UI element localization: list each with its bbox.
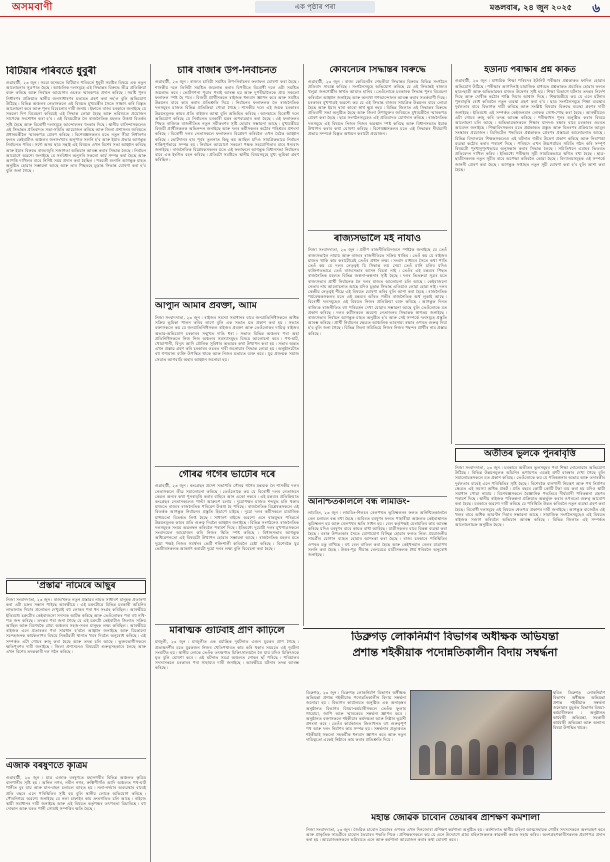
article-pwd-headline (306, 631, 604, 687)
article-pwd-body (306, 690, 406, 828)
section-separator (303, 628, 605, 629)
article-headline: কেবিনেটৰ সিদ্ধান্তৰ বিৰুদ্ধে (329, 66, 426, 75)
article-headline: অতীতৰ ভুলকে পুনৰাবৃত্তি (455, 448, 605, 462)
article-majuli (155, 626, 299, 858)
article-prostawa (6, 580, 146, 754)
article-body: ডিব্ৰুগড়, ২৩ জুন ৷ ডিব্ৰুগড় লোকনিৰ্মাণ বিভাগৰ অধীক্ষক অভিযন্তা প্ৰশান্ত শইকীয়াক পদোন্নতিকালীন বিদায় সম্বৰ্দ্ধনা জনোৱা হয় ৷ বিভাগৰ কাৰ্যালয়ত অনুষ্ঠিত এক অনাড়ম্বৰ অনুষ্ঠানত বিভাগৰ বিষয়া-কৰ্মচাৰীসকলে তেওঁক ফুলাম গামোচা, জাপি আৰু স্মাৰকেৰে সম্বৰ্দ্ধনা জ্ঞাপন কৰে ৷ অনুষ্ঠানত বক্তাসকলে শইকীয়াৰ কৰ্মদক্ষতা আৰু নিষ্ঠাৰ ভূয়সী প্ৰশংসা কৰে ৷ তেওঁৰ কাৰ্যকালত জিলাখনত বহু গুৰুত্বপূৰ্ণ পথ আৰু দলং নিৰ্মাণৰ কাম সম্পন্ন হয় ৷ সম্বৰ্দ্ধনাৰ প্ৰত্যুত্তৰত শইকীয়াই সকলো সহকৰ্মীক ধন্যবাদ জ্ঞাপন কৰে আৰু নতুন দায়িত্বতো একেই নিষ্ঠাৰে কাম কৰাৰ প্ৰতিশ্ৰুতি দিয়ে ৷ (306, 690, 406, 742)
article-body: মাজুলী, ২৩ জুন ৷ মাজুলীত এক মৰ্মান্তিক দুৰ্ঘটনাত এজন যুৱকৰ প্ৰাণ গৈছে ৷ প্ৰত্যক্ষদৰ্শীৰ মতে যুৱকজন নিজৰ খেতিপথাৰত কাম কৰি থকাৰ সময়তে এই দুৰ্ঘটনা সংঘটিত হয় ৷ স্থানীয় লোকে তেওঁক তৎক্ষণাত চিকিৎসালয়লৈ লৈ যায় যদিও চিকিৎসকে মৃত বুলি ঘোষণা কৰে ৷ এই ঘটনাত সমগ্ৰ অঞ্চলত শোকৰ ছাঁ পৰিছে ৷ পৰিয়ালৰ সদস্যসকলে চৰকাৰৰ পৰা সাহায্যৰ দাবী জনাইছে ৷ আৰক্ষীয়ে ঘটনাৰ তদন্ত আৰম্ভ কৰিছে ৷ (155, 639, 299, 671)
article-body: গুৱাহাটী, ২৩ জুন ৷ কংগ্ৰেছৰ প্ৰদেশ সভাপতি গৌৰৱ গগৈৰ মন্তব্যক লৈ শাসকীয় দলৰ নেতাসকলে তীব্ৰ সমালোচনা কৰিছে ৷ তেওঁলোকে কয় যে বিৰোধী দলৰ নেতাজনে কেৱল অন্যৰ কথা পুনৰাবৃত্তি কৰাৰ বাহিৰে আন একো নকৰে ৷ এই মন্তব্যৰ প্ৰতিক্ৰিয়াত কংগ্ৰেছৰ নেতাসকলেও পাল্টা আক্ৰমণ চলায় ৷ দুয়োপক্ষৰ মাজত শব্দযুদ্ধ চলি থকাৰ মাজতে ৰাজ্যৰ ৰাজনৈতিক পৰিৱেশ উত্তপ্ত হৈ পৰিছে ৷ ৰাজনৈতিক বিশ্লেষকসকলে এই বিতৰ্কক আগন্তুক নিৰ্বাচনৰ প্ৰস্তুতি হিচাপে চাইছে ৷ দুয়ো দলৰ কৰ্মীসকলে চামাজিক মাধ্যমতো বিতৰ্কত লিপ্ত হৈছে ৷ সাধাৰণ ৰাইজে অৱশ্যে এনে বাকযুদ্ধৰ পৰিৱৰ্তে উন্নয়নমূলক কামৰ প্ৰতি গুৰুত্ব দিবলৈ আহ্বান জনাইছে ৷ বিভিন্ন সংগঠনেও ৰাজনৈতিক দলসমূহক সংযম অৱলম্বন কৰিবলৈ পৰামৰ্শ দিছে ৷ ইতিমধ্যে দুয়োটা দলৰ মুখপাত্ৰসকলে সংবাদমেল আয়োজন কৰি নিজৰ স্থিতি স্পষ্ট কৰিছে ৷ বিধানসভাৰ আগন্তুক অধিৱেশনতো এই বিষয়টো উত্থাপন হোৱাৰ সম্ভাৱনা আছে ৷ ৰাজনৈতিক মহলৰ মতে দুয়ো পক্ষই নিজৰ সমৰ্থনৰ ভেটি শক্তিশালী কৰিবলৈ চেষ্টা কৰিছে ৷ বিশেষকৈ যুৱ ভোটাৰসকলক আকৰ্ষণ কৰাটো দুয়ো দলৰ লক্ষ্য বুলি বিবেচনা কৰা হৈছে ৷ (155, 483, 299, 551)
article-headline: মাৰাত্মক গুটিবাই প্ৰাণ কাঢ়িলে (169, 626, 285, 636)
article-gourav (155, 470, 299, 620)
article-separator (308, 496, 447, 497)
issue-date: মঙলবাৰ, ২৪ জুন ২০২৫ (489, 2, 572, 12)
article-body: গুৱাহাটী, ২৩ জুন ৷ ৰাজ্য কেবিনেটৰ শেহতীয়া সিদ্ধান্তৰ বিৰুদ্ধে বিভিন্ন সংগঠনে প্ৰতিবাদ সাব্যস্ত কৰিছে ৷ সংগঠনসমূহে অভিযোগ কৰিছে যে এই সিদ্ধান্তই ৰাজ্যৰ থলুৱা জনগোষ্ঠীৰ স্বাৰ্থত আঘাত হানিব ৷ তেওঁলোকে চৰকাৰক সিদ্ধান্ত পুনৰ বিবেচনা কৰিবলৈ আহ্বান জনাইছে আৰু অন্যথা গণআন্দোলন আৰম্ভ কৰাৰ সতৰ্কবাণী দিছে ৷ চৰকাৰৰ মুখপাত্ৰই অৱশ্যে কয় যে এই সিদ্ধান্ত ৰাজ্যৰ সামগ্ৰিক উন্নয়নৰ বাবে লোৱা হৈছে আৰু ইয়াৰ দ্বাৰা কাৰো স্বাৰ্থ ক্ষুণ্ণ নহয় ৷ বিভিন্ন জিলাত এই সিদ্ধান্তৰ বিৰুদ্ধে প্ৰতিবাদী সভা অনুষ্ঠিত হৈছে আৰু জিলা উপায়ুক্তৰ জৰিয়তে মুখ্যমন্ত্ৰীলৈ স্মাৰকপত্ৰ প্ৰেৰণ কৰা হৈছে ৷ ছাত্ৰ সংগঠনসমূহেও এই প্ৰতিবাদত যোগদান কৰিছে ৷ ৰাজনৈতিক দলসমূহে এই বিষয়ত নিজৰ নিজৰ অৱস্থান স্পষ্ট কৰিছে আৰু বিধানসভাত ইয়াক উত্থাপন কৰাৰ কথা ঘোষণা কৰিছে ৷ বিশেষজ্ঞসকলৰ মতে এই সিদ্ধান্তৰ দীৰ্ঘম্যাদী প্ৰভাৱ সম্পৰ্কে বিস্তৃত অধ্যয়ন কৰাটো প্ৰয়োজন ৷ (308, 78, 447, 136)
article-headline: ইউনিট পৰীক্ষাৰ প্ৰশ্ন কাকত (484, 66, 576, 75)
article-body: গুৱাহাটী, ২৩ জুন ৷ মাত্ৰ এজাক বৰষুণতে মহানগৰীৰ বিভিন্ন অঞ্চলত কৃত্ৰিম বানপানীৰ সৃষ্টি হয় ৷ অনিল নগৰ, নবীন নগৰ, ৰুক্মিণীগাঁও আদি অঞ্চলত পথ-ঘাট পানীত বুৰ যায় আৰু যান-বাহন চলাচল ব্যাহত হয় ৷ নলা-নৰ্দমাৰ অব্যৱস্থাৰ বাবেই প্ৰতি বছৰে এনে পৰিস্থিতিৰ সৃষ্টি হয় বুলি স্থানীয় লোকে অভিযোগ কৰিছে ৷ পৌৰনিগমে অৱশ্যে জনাইছে যে নলা চাফাইৰ কাম দ্ৰুতগতিত চলি আছে ৷ ৰাইজে স্থায়ী সমাধানৰ দাবী জনাইছে আৰু এই বিষয়ত কৰ্তৃপক্ষৰ তৎপৰতা বিচাৰিছে ৷ বহু দোকান আৰু ঘৰত পানী সোমাই সম্পত্তিৰ ক্ষতি হৈছে ৷ (6, 774, 146, 812)
article-cabinet (308, 66, 447, 226)
article-headline: গৌৰৱ গগৈৰ ভাটৌৰ দৰে (178, 470, 276, 480)
article-bypoll (155, 66, 299, 294)
article-headline: আপুনি আমাৰ প্ৰবক্তা, আমি (155, 302, 257, 311)
article-body: নিজা সংবাদদাতা, ২৩ জুন ৷ চৰকাৰে অতীতৰ ভুলসমূহৰ পৰা শিক্ষা নোলোৱাৰ অভিযোগ উঠিছে ৷ বিভিন্ন উন্নয়নমূলক আঁচনিৰ ৰূপায়ণত একেই ত্ৰুটি বাৰম্বাৰ দেখা গৈছে বুলি সমালোচকসকলে মত প্ৰকাশ কৰিছে ৷ তেওঁলোকে কয় যে পৰিকল্পনাৰ অভাৱ আৰু তদাৰকীৰ দুৰ্বলতাৰ বাবেই এনে পৰিস্থিতিৰ সৃষ্টি হৈছে ৷ বিশেষকৈ বানপানী নিয়ন্ত্ৰণ আৰু পথ নিৰ্মাণৰ ক্ষেত্ৰত এই সমস্যা অধিক প্ৰকট ৷ প্ৰতি বছৰে কোটি কোটি টকা ব্যয় কৰা হয় যদিও স্থায়ী সমাধান পোৱা নাযায় ৷ বিশেষজ্ঞসকলে বৈজ্ঞানিক পদ্ধতিৰে দীৰ্ঘম্যাদী পৰিকল্পনা গ্ৰহণৰ পৰামৰ্শ দিছে ৷ স্থানীয় ৰাইজক পৰিকল্পনা প্ৰক্ৰিয়াত অন্তৰ্ভুক্ত কৰাৰ ওপৰতো গুৰুত্ব আৰোপ কৰা হৈছে ৷ চৰকাৰে অৱশ্যে দাবী কৰিছে যে পৰিস্থিতি উন্নত কৰিবলৈ নতুন ব্যৱস্থা গ্ৰহণ কৰা হৈছে ৷ বিৰোধী দলসমূহে এই বিষয়ত শ্বেতপত্ৰ প্ৰকাশৰ দাবী জনাইছে ৷ আগন্তুক বাজেটত এই খণ্ডৰ বাবে অধিক আৱণ্টন দিয়াৰ সম্ভাৱনা আছে ৷ সামাজিক সংগঠনসমূহেও এই বিষয়ত ৰাইজক সজাগ কৰিবলৈ অভিযান আৰম্ভ কৰিছে ৷ বিভিন্ন জিলাত এই সম্পৰ্কত আলোচনাচক্ৰ অনুষ্ঠিত হৈছে ৷ (455, 464, 605, 528)
article-body: নিজা সংবাদদাতা, ২৩ জুন ৷ প্ৰবীণ ৰাজনীতিবিদজনে স্পষ্টকৈ জনাইছে যে তেওঁ ৰাজ্যসভালৈ নাযায় আৰু ৰাজ্যৰ ৰাজনীতিতে সক্ৰিয় থাকিব ৷ তেওঁ কয় যে ৰাইজৰ মাজত থাকি কাম কৰাটোৱেই তেওঁৰ প্ৰধান লক্ষ্য ৷ সংবাদ মাধ্যমৰ সৈতে কথা পাতি তেওঁ কয় যে দলৰ নেতৃত্বই যি সিদ্ধান্ত লয় সেয়া তেওঁ মানি চলিব যদিও ব্যক্তিগতভাৱে তেওঁ ৰাজ্যসভাৰ আসন বিচৰা নাই ৷ তেওঁৰ এই মন্তব্যৰ পিছত ৰাজনৈতিক মহলত বিভিন্ন জল্পনা-কল্পনাৰ সৃষ্টি হৈছে ৷ দলৰ ভিতৰুৱা সূত্ৰৰ মতে ৰাজ্যসভাৰ প্ৰাৰ্থী নিৰ্বাচনক লৈ দলৰ মাজত আলোচনা চলি আছে ৷ কেইবাজনো নেতাৰ নাম আলোচনাত আছে যদিও চূড়ান্ত সিদ্ধান্ত এতিয়াও লোৱা হোৱা নাই ৷ দলৰ কেন্দ্ৰীয় নেতৃত্বই শীঘ্ৰে এই বিষয়ত ঘোষণা কৰিব বুলি আশা কৰা হৈছে ৷ ৰাজনৈতিক পৰ্যবেক্ষকসকলৰ মতে এই মন্তব্যৰ আঁৰত গভীৰ ৰাজনৈতিক অৰ্থ লুকাই আছে ৷ বিৰোধী দলসমূহেও এই বিষয়ত নিজৰ প্ৰতিক্ৰিয়া ব্যক্ত কৰিছে ৷ আগন্তুক দিনত ৰাজ্যিক ৰাজনীতিত বহু পৰিৱৰ্তন দেখা যোৱাৰ সম্ভাৱনা আছে বুলি তেওঁলোকে মত প্ৰকাশ কৰিছে ৷ দলৰ কৰ্মীসকলে অৱশ্যে নেতাজনৰ সিদ্ধান্তক স্বাগতম জনাইছে ৷ ৰাজ্যসভাৰ নিৰ্বাচন আগন্তুক মাহত অনুষ্ঠিত হ'ব আৰু সেই সম্পৰ্কে দলসমূহে প্ৰস্তুতি আৰম্ভ কৰিছে ৷ প্ৰাৰ্থী নিৰ্বাচনৰ ক্ষেত্ৰত আঞ্চলিক ভাৰসাম্য ৰক্ষাৰ ওপৰত গুৰুত্ব দিয়া হ'ব বুলি জনা গৈছে ৷ বিভিন্ন জিলা সমিতিয়ে নিজৰ নিজৰ পছন্দৰ প্ৰাৰ্থীৰ নাম প্ৰস্তাৱ কৰিছে ৷ (308, 247, 447, 336)
continued-from-tag: এক পৃষ্ঠাৰ পৰা (255, 1, 375, 13)
article-separator (6, 758, 146, 759)
column-divider (150, 64, 151, 862)
article-body: গুৱাহাটী, ২৩ জুন ৷ মাধ্যমিক শিক্ষা পৰিষদৰ ইউনিট পৰীক্ষাৰ প্ৰশ্নকাকত ফাদিল হোৱাৰ অভিযোগ উঠিছে ৷ পৰীক্ষাৰ আগদিনাই চামাজিক মাধ্যমত প্ৰশ্নকাকত প্ৰচাৰিত হোৱাৰ ফলত ছাত্ৰ-ছাত্ৰী আৰু অভিভাৱকৰ মাজত উদ্বেগৰ সৃষ্টি হয় ৷ শিক্ষা বিভাগে ঘটনাৰ তদন্তৰ নিৰ্দেশ দিছে আৰু দোষীক কঠোৰ শাস্তি দিয়াৰ আশ্বাস দিছে ৷ শিক্ষামন্ত্ৰীয়ে কয় যে এনে ঘটনাৰ পুনৰাবৃত্তি ৰোধ কৰিবলৈ নতুন ব্যৱস্থা গ্ৰহণ কৰা হ'ব ৷ ছাত্ৰ সংগঠনসমূহে শিক্ষা ব্যৱস্থাৰ দুৰ্বলতাৰ বাবে বিভাগক দায়ী কৰিছে আৰু সংশ্লিষ্ট বিষয়াৰ বিৰুদ্ধে ব্যৱস্থা গ্ৰহণৰ দাবী জনাইছে ৷ ইতিমধ্যে এই সম্পৰ্কত কেইজনমান লোকক সোধ-পোছ কৰা হৈছে ৷ আৰক্ষীয়েও এটা গোচৰ ৰুজু কৰি তদন্ত আৰম্ভ কৰিছে ৷ পৰীক্ষাখন পুনৰ অনুষ্ঠিত কৰাৰ বিষয়ে আলোচনা চলি আছে ৷ অভিভাৱকসকলে শিক্ষাৰ মানদণ্ড ৰক্ষাৰ বাবে চৰকাৰৰ ওচৰত আবেদন জনাইছে ৷ শিক্ষাবিদসকলৰ মতে প্ৰশ্নকাকত প্ৰস্তুত আৰু বিতৰণৰ প্ৰক্ৰিয়াত আমূল সংস্কাৰৰ প্ৰয়োজন ৷ ডিজিটেল পদ্ধতিৰে প্ৰশ্নকাকত প্ৰেৰণৰ প্ৰস্তাৱো আলোচনাত আছে ৷ বিভিন্ন বিদ্যালয়ৰ শিক্ষকসকলেও এই ঘটনাত গভীৰ উদ্বেগ প্ৰকাশ কৰিছে আৰু নিৰাপত্তা ব্যৱস্থা কঠোৰ কৰাৰ পৰামৰ্শ দিছে ৷ পৰিষদে এখন উচ্চপৰ্যায়ৰ সমিতি গঠন কৰি সম্পূৰ্ণ বিষয়টো পুংখানুপুংখভাৱে অনুসন্ধান কৰাৰ সিদ্ধান্ত লৈছে ৷ সমিতিখনে এমাহৰ ভিতৰত প্ৰতিবেদন দাখিল কৰিব ৷ ইতিমধ্যে পৰীক্ষাৰ সূচী সাময়িকভাৱে স্থগিত ৰখা হৈছে ৷ ছাত্ৰ-ছাত্ৰীসকলক নতুন সূচীৰ বাবে অপেক্ষা কৰিবলৈ কোৱা হৈছে ৷ বিদ্যালয়সমূহক এই সম্পৰ্কে জাননী প্ৰেৰণ কৰা হৈছে ৷ আগন্তুক সপ্তাহত নতুন সূচী ঘোষণা কৰা হ'ব বুলি আশা কৰা হৈছে ৷ (455, 78, 605, 172)
article-separator (455, 444, 605, 445)
article-body: নিজা সংবাদদাতা, ২৩ জুন ৷ ৰাজ্যখনত নতুন প্ৰস্তাৱৰ নামত সাধাৰণ মানুহক প্ৰতাৰণা কৰা এটা চক্ৰৰ সন্ধান পাইছে আৰক্ষীয়ে ৷ এই চক্ৰটোৱে বিভিন্ন চৰকাৰী আঁচনিৰ লাভালাভ দিয়াৰ প্ৰলোভন দেখুৱাই বহু লোকৰ পৰা ধন সংগ্ৰহ কৰিছিল ৷ আৰক্ষীয়ে ইতিমধ্যে চক্ৰটোৰ কেইবাজনো সদস্যক আটক কৰিছে আৰু তেওঁলোকৰ পৰা বহু নথি-পত্ৰ জব্দ কৰিছে ৷ তদন্তৰ পৰা জনা গৈছে যে এই চক্ৰটো কেইবাটাও জিলাত সক্ৰিয় আছিল আৰু বিশেষকৈ গ্ৰাম্য অঞ্চলৰ সহজ-সৰল মানুহক লক্ষ্য কৰিছিল ৷ আৰক্ষীয়ে ৰাইজক এনে প্ৰতাৰকৰ পৰা সাৱধান হ'বলৈ আহ্বান জনাইছে আৰু যিকোনো সন্দেহজনক কাৰ্যকলাপৰ বিষয়ে নিকটৱৰ্তী থানাত খবৰ দিবলৈ অনুৰোধ কৰিছে ৷ এই সম্পৰ্কত এটা গোচৰ ৰুজু কৰা হৈছে আৰু তদন্ত চলি আছে ৷ ভুক্তভোগীসকলে ক্ষতিপূৰণৰ দাবী জনাইছে ৷ জিলা প্ৰশাসনেও বিষয়টো গুৰুত্বসহকাৰে লৈছে আৰু এখন বিশেষ তদন্তকাৰী দল গঠন কৰিছে ৷ (6, 596, 146, 654)
article-headline: অনিশ্চিতকাললৈ বন্ধ লামডিং- (308, 498, 410, 507)
article-separator (410, 812, 605, 813)
newspaper-logo: অসমবাণী (12, 1, 53, 13)
article-body: গুৱাহাটী, ২৩ জুন ৷ সমগ্ৰ অসমতে বিটিয়াৰ পৰিবৰ্তে ধুবুৰী সমষ্টিৰ বিষয়ে এক নতুন আলোচনাৰ সূত্ৰপাত হৈছে ৷ আঞ্চলিক দলসমূহে এই সিদ্ধান্তৰ বিৰুদ্ধে তীব্ৰ প্ৰতিক্ৰিয়া ব্যক্ত কৰিছে আৰু নিৰ্বাচন আয়োগৰ ওচৰত স্মাৰকপত্ৰ প্ৰদান কৰিছে ৷ সমষ্টি পুনৰ নিৰ্ধাৰণৰ প্ৰক্ৰিয়াত স্থানীয় জনসাধাৰণৰ মতামত গ্ৰহণ কৰা নহ'ল বুলি অভিযোগ উঠিছে ৷ বিভিন্ন অঞ্চলৰ নেতাসকলে এই বিষয়ত মুখ্যমন্ত্ৰীৰ সৈতে সাক্ষাৎ কৰি বিস্তৃত আলোচনা কৰে আৰু পুনৰ বিবেচনাৰ দাবী জনায় ৷ ইফালে ৰাজ্য চৰকাৰে জনাইছে যে সকলো দিশ বিবেচনা কৰিয়েই এই সিদ্ধান্ত লোৱা হৈছে আৰু ভৱিষ্যতে প্ৰয়োজন সাপেক্ষে সংশোধন কৰা হ'ব ৷ এই বিষয়টোক লৈ ৰাজনৈতিক মহলত উত্তপ্ত বিতৰ্কৰ সৃষ্টি হৈছে আৰু বিৰোধী দলসমূহে আন্দোলনৰ হুংকাৰ দিছে ৷ স্থানীয় বাসিন্দাসকলেও এই সিদ্ধান্তৰ প্ৰতিবাদত সভা-সমিতি আয়োজন কৰিছে আৰু জিলা প্ৰশাসনৰ জৰিয়তে প্ৰধানমন্ত্ৰীলৈ স্মাৰকপত্ৰ প্ৰেৰণ কৰিছে ৷ বিশেষজ্ঞসকলৰ মতে নতুন সীমা নিৰ্ধাৰণৰ ফলত কেইবাটাও অঞ্চলৰ জনসংখ্যাৰ অনুপাত সলনি হ'ব আৰু ইয়াৰ প্ৰভাৱ আগন্তুক নিৰ্বাচনত পৰিব ৷ সদৌ অসম ছাত্ৰ সন্থাই এই বিষয়ত এখন বিশেষ সভা আহ্বান কৰিছে আৰু ইয়াৰ বিৰুদ্ধে ৰাজ্যজুৰি সজাগতা অভিযান আৰম্ভ কৰাৰ সিদ্ধান্ত লৈছে ৷ নিৰ্বাচন আয়োগে অৱশ্যে জনাইছে যে সংবিধান অনুসৰি সকলো কাৰ্য সম্পন্ন কৰা হৈছে আৰু আপত্তি দাখিলৰ বাবে নিৰ্দিষ্ট সময় প্ৰদান কৰা হৈছিল ৷ পৰৱৰ্তী শুনানি আগন্তুক মাহত অনুষ্ঠিত হোৱাৰ সম্ভাৱনা আছে আৰু তাৰ পিছতহে চূড়ান্ত সিদ্ধান্ত ঘোষণা কৰা হ'ব বুলি জনা গৈছে ৷ (6, 80, 146, 174)
article-headline-line2: প্ৰশান্ত শইকীয়াক পদোন্নতিকালীন বিদায় সম্বৰ্দ্ধনা (352, 646, 558, 660)
article-headline: ৰাজ্যসভালৈ মই নাযাও (333, 234, 421, 244)
article-otit (455, 448, 605, 626)
article-headline: মহান্ত জৈৱিক চাবোন তৈয়াৰৰ প্ৰশিক্ষণ কৰ্মশালা (371, 814, 540, 823)
article-bitiya (6, 66, 146, 574)
article-separator (155, 466, 299, 467)
article-rajyasabha (308, 234, 447, 492)
article-separator (155, 298, 299, 299)
article-headline: ডিব্ৰুগড় লোকনিৰ্মাণ বিভাগৰ অধীক্ষক অভিযন্তা (351, 631, 559, 643)
article-separator (6, 578, 146, 579)
article-body: গুৱাহাটী, ২৩ জুন ৷ ৰাজ্যৰ চাৰিটা সমষ্টিৰ উপ-নিৰ্বাচনৰ ফলাফল ঘোষণা কৰা হৈছে ৷ শাসকীয় দলে তিনিটা সমষ্টিত জয়লাভ কৰাৰ বিপৰীতে বিৰোধী দলে এটা সমষ্টিত জয়লাভ কৰে ৷ ভোটগণনা পুৱাৰ পৰাই আৰম্ভ হয় আৰু দুপৰীয়ালৈকে প্ৰায় সকলো ফলাফল স্পষ্ট হৈ পৰে ৷ বিজয়ী প্ৰাৰ্থীসকলে ৰাইজক ধন্যবাদ জ্ঞাপন কৰে আৰু সমষ্টিৰ উন্নয়নৰ বাবে কাম কৰাৰ প্ৰতিশ্ৰুতি দিয়ে ৷ নিৰ্বাচনৰ ফলাফলক লৈ ৰাজনৈতিক দলসমূহৰ মাজত বিভিন্ন প্ৰতিক্ৰিয়া পোৱা গৈছে ৷ শাসকীয় দলে এই জয়ক চৰকাৰৰ উন্নয়নমূলক কামৰ প্ৰতি ৰাইজৰ আস্থা বুলি অভিহিত কৰিছে ৷ আনহাতে বিৰোধী দলে অভিযোগ কৰিছে যে নিৰ্বাচনত চৰকাৰী যন্ত্ৰৰ অপব্যৱহাৰ কৰা হৈছে ৷ এই ফলাফলৰ পিছত ৰাজ্যিক ৰাজনীতিত নতুন সমীকৰণৰ সৃষ্টি হোৱাৰ সম্ভাৱনা আছে ৷ মুখ্যমন্ত্ৰীয়ে বিজয়ী প্ৰাৰ্থীসকলক অভিনন্দন জনাইছে আৰু দলৰ কৰ্মীসকলৰ কঠোৰ পৰিশ্ৰমৰ প্ৰশংসা কৰিছে ৷ বিৰোধী দলৰ নেতাসকলে ফলাফলৰ বিশ্লেষণ কৰিবলৈ এখন বৈঠক আহ্বান কৰিছে ৷ ভোটদানৰ হাৰ পূৰ্বৰ তুলনাত কিছু কম আছিল যদিও সামগ্ৰিকভাৱে নিৰ্বাচন শান্তিপূৰ্ণভাৱে সম্পন্ন হয় ৷ নিৰ্বাচন আয়োগে সকলো পক্ষক সহযোগিতাৰ বাবে ধন্যবাদ জনাইছে ৷ ৰাজনৈতিক বিশ্লেষকসকলৰ মতে এই ফলাফলে আগন্তুক বিধানসভা নিৰ্বাচনৰ বাবে এক ইংগিত বহন কৰিছে ৷ প্ৰতিটো সমষ্টিতে স্থানীয় বিষয়সমূহে মুখ্য ভূমিকা গ্ৰহণ কৰিছিল ৷ (155, 79, 299, 163)
article-apuni (155, 302, 299, 462)
article-headline: চাৰি বাজাৰ উপ-নিৰ্বাচনত (177, 66, 277, 76)
article-anishchitkal (308, 498, 447, 622)
article-headline: বিটিয়াৰ পৰিবৰ্তে ধুবুৰী (6, 66, 97, 77)
article-headline: এজাক বৰষুণতে কৃত্ৰিম (6, 762, 88, 771)
event-photo (410, 690, 552, 780)
article-unit-test (455, 66, 605, 440)
article-separator (308, 230, 447, 231)
photo-caption: ছবিত ডিব্ৰুগড় লোকনিৰ্মাণ বিভাগৰ অধীক্ষক অভিযন্তা প্ৰশান্ত শইকীয়াক সম্বৰ্দ্ধনা জনোৱাৰ মুহূৰ্তত বিভাগৰ বিষয়া-কৰ্মচাৰীসকল ৷ অনুষ্ঠানত কাৰ্যবাহী অভিযন্তা, সহকাৰী কাৰ্যবাহী অভিযন্তা আৰু অন্যান্য বিষয়া উপস্থিত থাকে ৷ (553, 690, 605, 730)
column-divider (451, 64, 452, 444)
article-body: নিজা সংবাদদাতা, ২৩ জুন ৷ জৈৱিক চাবোন তৈয়াৰৰ ওপৰত এখন দিনজোৰা প্ৰশিক্ষণ কৰ্মশালা অনুষ্ঠিত হয় ৷ কৰ্মশালাত স্থানীয় মহিলা আত্মসহায়ক গোটৰ সদস্যসকলে অংশগ্ৰহণ কৰে আৰু প্ৰাকৃতিক সামগ্ৰীৰে চাবোন তৈয়াৰৰ পদ্ধতি শিকে ৷ প্ৰশিক্ষকসকলে কয় যে এনে উদ্যোগে গ্ৰাম্য মহিলাসকলক স্বাৱলম্বী কৰাত সহায় কৰিব ৷ অংশগ্ৰহণকাৰীসকলক প্ৰমাণপত্ৰ প্ৰদান কৰা হয় ৷ আয়োজকসকলে ভৱিষ্যতে এনে আৰু কৰ্মশালা আয়োজন কৰাৰ কথা ঘোষণা কৰে ৷ (306, 826, 605, 843)
article-mahant (306, 814, 605, 860)
column-divider (303, 64, 304, 626)
article-body: নিজা সংবাদদাতা, ২৩ জুন ৷ ৰাইজৰ সমস্যা সমাধানৰ বাবে জনপ্ৰতিনিধিসকলে অধিক সক্ৰিয় ভূমিকা পালন কৰিব লাগে বুলি এক সভাত মত প্ৰকাশ কৰা হয় ৷ সভাত বক্তাসকলে কয় যে জনপ্ৰতিনিধিসকল ৰাইজৰ প্ৰবক্তা আৰু তেওঁলোকৰ দায়িত্ব ৰাইজৰ অভাৱ-অভিযোগ চৰকাৰৰ সন্মুখত দাঙি ধৰা ৷ সভাত বিভিন্ন অঞ্চলৰ পৰা অহা প্ৰতিনিধিসকলে নিজ নিজ অঞ্চলৰ সমস্যাসমূহৰ বিষয়ে আলোচনা কৰে ৷ পথ-ঘাট, খোৱাপানী, বিদ্যুৎ আদি মৌলিক সুবিধাৰ অভাৱৰ কথা উত্থাপন কৰা হয় ৷ সভাৰ অন্তত এখন প্ৰস্তাৱ গ্ৰহণ কৰি চৰকাৰৰ ওচৰত দাবী জনোৱাৰ সিদ্ধান্ত লোৱা হয় ৷ অনুষ্ঠানটোত বহু গণ্যমান্য ব্যক্তি উপস্থিত থাকে আৰু নিজৰ মতামত ব্যক্ত কৰে ৷ যুৱ প্ৰজন্মক সমাজ সেৱাত আগবাঢ়ি অহাৰ আহ্বান জনোৱা হয় ৷ (155, 314, 299, 362)
article-ejak (6, 762, 146, 858)
article-body: লামডিং, ২৩ জুন ৷ লামডিং-শিলচৰ ৰেলপথত ভূমিস্খলনৰ ফলত অনিশ্চিতকাললৈ ৰেল চলাচল বন্ধ ৰখা হৈছে ৷ অবিৰত বৰষুণৰ ফলত পাহাৰীয়া অঞ্চলত কেইবাস্থানত ভূমিস্খলন হয় আৰু ৰেলপথৰ ক্ষতি সাধন হয় ৷ ৰেল কৰ্তৃপক্ষই মেৰামতিৰ কাম আৰম্ভ কৰিছে যদিও বৰষুণৰ বাবে কামত বাধা আহিছে ৷ যাত্ৰীসকলৰ বাবে বিকল্প ব্যৱস্থা কৰা হৈছে ৷ বৰাক উপত্যকাৰ সৈতে যোগাযোগ বিচ্ছিন্ন হোৱাৰ ফলত নিত্য প্ৰয়োজনীয় সামগ্ৰীৰ যোগান ব্যাহত হোৱাৰ আশংকা কৰা হৈছে ৷ ৰাজ্য চৰকাৰে পৰিস্থিতিৰ ওপৰত চকু ৰাখিছে ৷ বহু ৰেল বাতিল কৰা হৈছে আৰু কেইখনমান ৰেলৰ যাত্ৰাপথ সলনি কৰা হৈছে ৷ উত্তৰ-পূৱ সীমান্ত ৰেলৱেৱে যাত্ৰীসকলক ধৈৰ্য ধৰিবলৈ অনুৰোধ জনাইছে ৷ (308, 510, 447, 557)
masthead (0, 0, 610, 17)
page-number: ৬ (592, 1, 600, 15)
article-headline: 'প্ৰস্তাৱ' নামেৰে আছুৰ (6, 580, 146, 594)
article-separator (155, 624, 299, 625)
